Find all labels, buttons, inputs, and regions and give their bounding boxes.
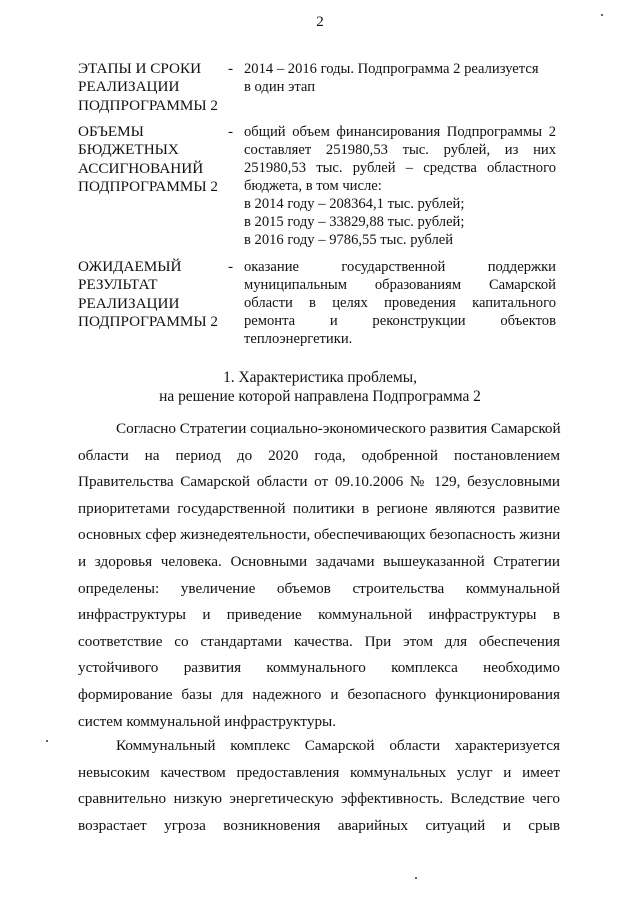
body-paragraph-strategy [78, 416, 560, 735]
scan-speck [601, 14, 603, 16]
scan-speck [46, 740, 48, 742]
section-title-line: 1. Характеристика проблемы, [223, 369, 417, 386]
passport-dash: - [228, 123, 234, 140]
passport-label-budget: ОБЪЕМЫ БЮДЖЕТНЫХ АССИГНОВАНИЙ ПОДПРОГРАММЫ 2 [78, 123, 219, 195]
paragraph-line: устойчивого развития коммунального комплекса необходимо [78, 659, 560, 677]
passport-value-line: в 2016 году – 9786,55 тыс. рублей [244, 232, 454, 248]
passport-row-budget [78, 123, 562, 249]
passport-value-line: в один этап [244, 79, 316, 95]
passport-value-line: муниципальным образованиям Самарской [244, 277, 556, 293]
passport-value-stages [244, 60, 556, 115]
paragraph-line: невысоким качеством предоставления коммунальных услуг и имеет [78, 763, 560, 781]
passport-value-line: оказание государственной поддержки [244, 259, 556, 275]
passport-value-budget [244, 123, 556, 249]
paragraph-line: соответствие со стандартами качества. При этом для обеспечения [78, 632, 560, 650]
section-title [0, 368, 640, 406]
passport-value-line: ремонта и реконструкции объектов [244, 313, 556, 329]
paragraph-line: области на период до 2020 года, одобренной постановлением [78, 446, 560, 464]
passport-value-line: 2014 – 2016 годы. Подпрограмма 2 реализуется [244, 61, 539, 77]
paragraph-line: определены: увеличение объемов строительства коммунальной [78, 579, 560, 597]
passport-value-line: 251980,53 тыс. рублей – средства областного [244, 160, 556, 176]
passport-value-line: общий объем финансирования Подпрограммы 2 [244, 124, 556, 140]
passport-value-line: в 2015 году – 33829,88 тыс. рублей; [244, 214, 465, 230]
paragraph-line: сравнительно низкую энергетическую эффективность. Вследствие чего [78, 790, 560, 808]
body-paragraph-communal [78, 733, 560, 839]
passport-dash: - [228, 60, 234, 77]
paragraph-line: приоритетами государственной политики в регионе являются развитие [78, 499, 560, 517]
paragraph-line: возрастает угроза возникновения аварийных ситуаций и срыв [78, 816, 560, 834]
page-number: 2 [316, 14, 324, 30]
passport-dash: - [228, 258, 234, 275]
passport-value-line: в 2014 году – 208364,1 тыс. рублей; [244, 196, 465, 212]
passport-row-stages [78, 60, 562, 115]
passport-value-line: области в целях проведения капитального [244, 295, 556, 311]
passport-value-line: теплоэнергетики. [244, 331, 353, 347]
scan-speck [415, 877, 417, 879]
passport-value-line: составляет 251980,53 тыс. рублей, из них [244, 142, 556, 158]
passport-value-line: бюджета, в том числе: [244, 178, 382, 194]
passport-value-result [244, 258, 556, 348]
passport-label-result: ОЖИДАЕМЫЙ РЕЗУЛЬТАТ РЕАЛИЗАЦИИ ПОДПРОГРАММЫ 2 [78, 258, 219, 330]
section-title-line: на решение которой направлена Подпрограмма 2 [159, 388, 481, 405]
paragraph-line: Правительства Самарской области от 09.10.2006 № 129, безусловными [78, 473, 560, 491]
paragraph-line: Согласно Стратегии социально-экономического развития Самарской [116, 420, 561, 437]
paragraph-line: систем коммунальной инфраструктуры. [78, 712, 337, 730]
paragraph-line: основных сфер жизнедеятельности, обеспечивающих безопасность жизни [78, 526, 561, 544]
passport-row-result [78, 258, 562, 348]
paragraph-line: и здоровья человека. Основными задачами вышеуказанной Стратегии [78, 552, 560, 570]
passport-label-stages: ЭТАПЫ И СРОКИ РЕАЛИЗАЦИИ ПОДПРОГРАММЫ 2 [78, 60, 219, 114]
paragraph-line: Коммунальный комплекс Самарской области характеризуется [116, 737, 560, 754]
paragraph-line: инфраструктуры и приведение коммунальной инфраструктуры в [78, 606, 560, 624]
paragraph-line: формирование базы для надежного и безопасного функционирования [78, 685, 560, 703]
